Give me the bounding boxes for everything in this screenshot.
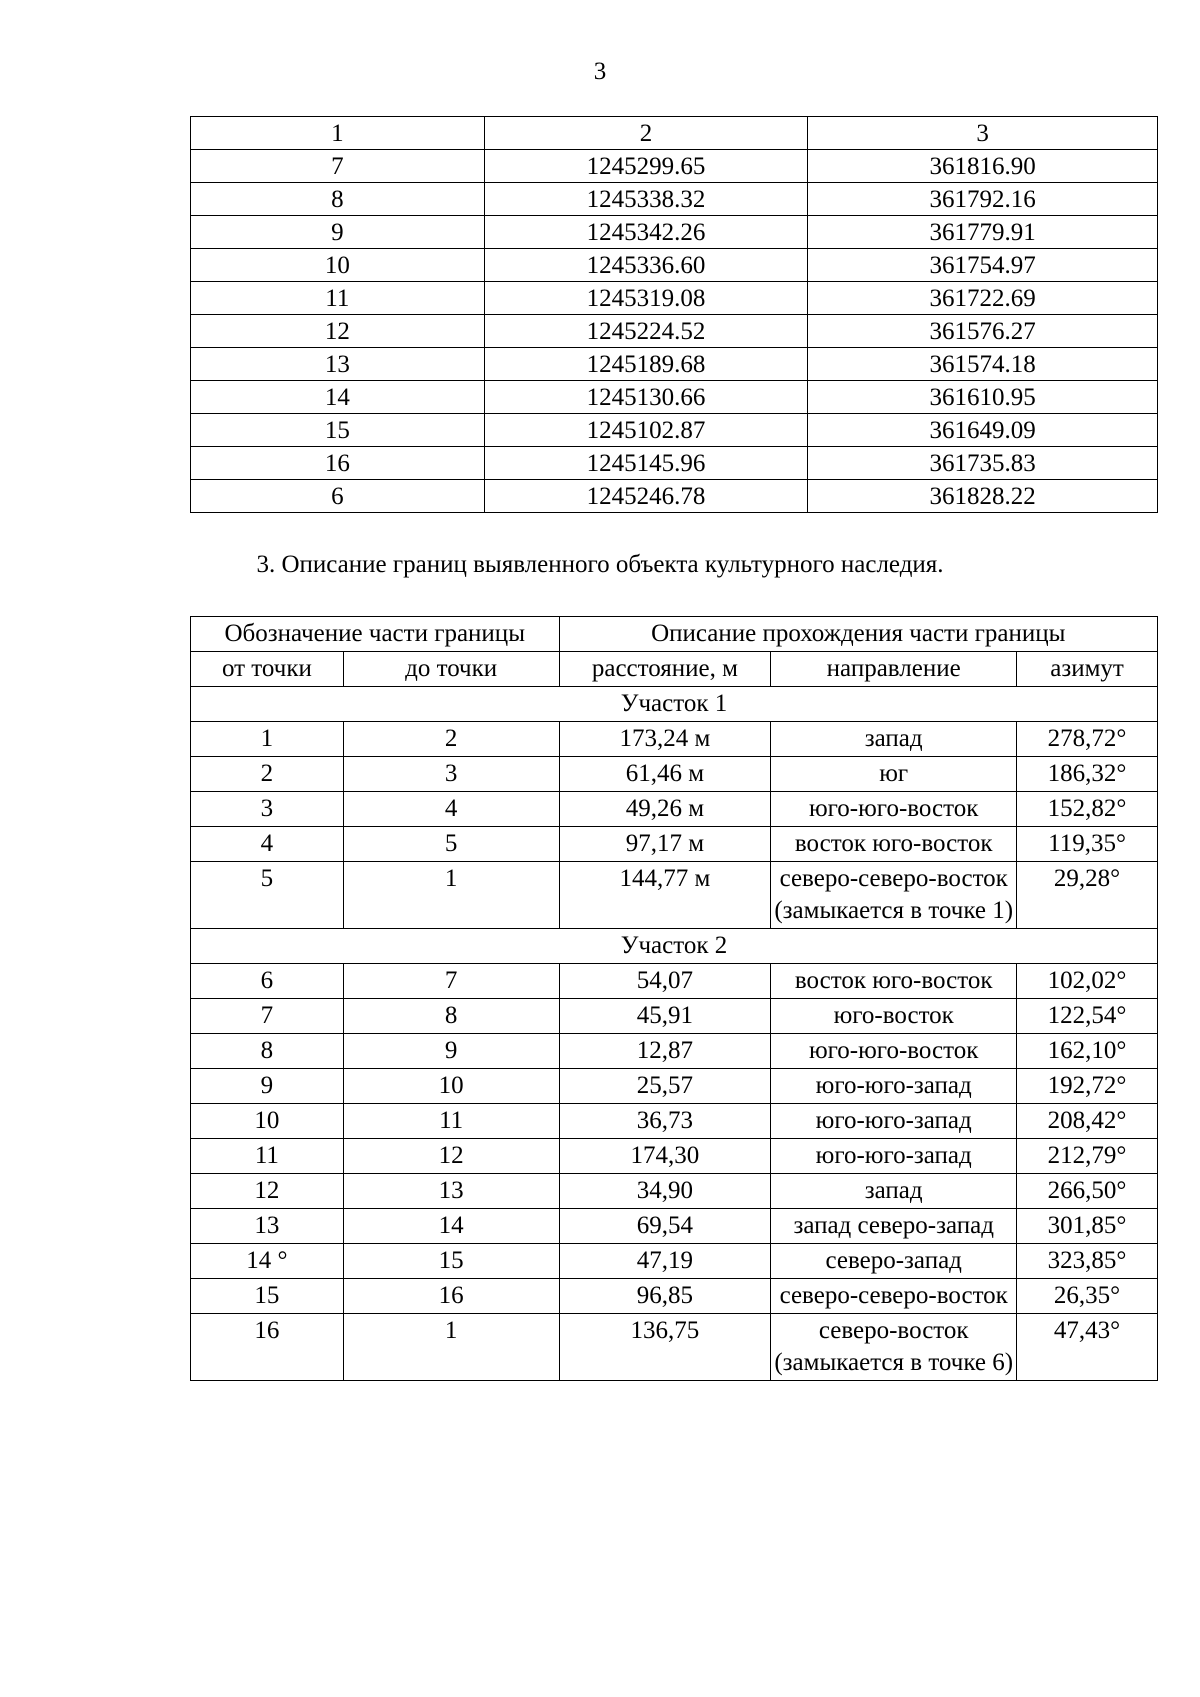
y-coordinate: 361792.16 [808, 183, 1158, 216]
point-number: 15 [191, 414, 485, 447]
section-title: 3. Описание границ выявленного объекта культурного наследия. [256, 551, 944, 578]
boundary-row [191, 1104, 1158, 1139]
y-coordinate: 361574.18 [808, 348, 1158, 381]
to-point: 13 [343, 1174, 559, 1209]
from-point: 7 [191, 999, 344, 1034]
direction: юго-восток [771, 999, 1017, 1034]
boundary-row [191, 1244, 1158, 1279]
coords-row [191, 150, 1158, 183]
distance: 45,91 [559, 999, 771, 1034]
azimuth: 186,32° [1017, 757, 1158, 792]
from-point: 5 [191, 862, 344, 929]
point-number: 13 [191, 348, 485, 381]
direction: запад северо-запад [771, 1209, 1017, 1244]
direction: юго-юго-восток [771, 1034, 1017, 1069]
coords-row [191, 447, 1158, 480]
x-coordinate: 1245319.08 [484, 282, 808, 315]
point-number: 14 [191, 381, 485, 414]
distance: 174,30 [559, 1139, 771, 1174]
azimuth: 212,79° [1017, 1139, 1158, 1174]
boundary-row [191, 757, 1158, 792]
direction: юго-юго-запад [771, 1139, 1017, 1174]
coords-row [191, 348, 1158, 381]
boundary-row [191, 1209, 1158, 1244]
azimuth: 152,82° [1017, 792, 1158, 827]
from-point: 4 [191, 827, 344, 862]
coords-header-row [191, 117, 1158, 150]
from-point: 15 [191, 1279, 344, 1314]
azimuth: 278,72° [1017, 722, 1158, 757]
to-point: 15 [343, 1244, 559, 1279]
direction: северо-восток (замыкается в точке 6) [771, 1314, 1017, 1381]
group-header-right: Описание прохождения части границы [559, 617, 1158, 652]
direction: юг [771, 757, 1017, 792]
sub-header-to: до точки [343, 652, 559, 687]
distance: 12,87 [559, 1034, 771, 1069]
x-coordinate: 1245102.87 [484, 414, 808, 447]
distance: 47,19 [559, 1244, 771, 1279]
coords-row [191, 282, 1158, 315]
azimuth: 301,85° [1017, 1209, 1158, 1244]
y-coordinate: 361649.09 [808, 414, 1158, 447]
to-point: 1 [343, 1314, 559, 1381]
to-point: 11 [343, 1104, 559, 1139]
distance: 61,46 м [559, 757, 771, 792]
distance: 136,75 [559, 1314, 771, 1381]
boundary-row [191, 1279, 1158, 1314]
direction: юго-юго-восток [771, 792, 1017, 827]
point-number: 7 [191, 150, 485, 183]
coords-row [191, 183, 1158, 216]
boundary-row [191, 1069, 1158, 1104]
azimuth: 122,54° [1017, 999, 1158, 1034]
to-point: 7 [343, 964, 559, 999]
x-coordinate: 1245246.78 [484, 480, 808, 513]
coords-row [191, 480, 1158, 513]
coords-header-cell: 3 [808, 117, 1158, 150]
to-point: 9 [343, 1034, 559, 1069]
boundary-row [191, 722, 1158, 757]
boundary-row [191, 1174, 1158, 1209]
direction: восток юго-восток [771, 827, 1017, 862]
from-point: 10 [191, 1104, 344, 1139]
azimuth: 102,02° [1017, 964, 1158, 999]
distance: 144,77 м [559, 862, 771, 929]
boundary-row [191, 827, 1158, 862]
from-point: 1 [191, 722, 344, 757]
boundary-row [191, 964, 1158, 999]
y-coordinate: 361754.97 [808, 249, 1158, 282]
y-coordinate: 361610.95 [808, 381, 1158, 414]
direction: северо-запад [771, 1244, 1017, 1279]
coords-header-cell: 1 [191, 117, 485, 150]
point-number: 8 [191, 183, 485, 216]
to-point: 14 [343, 1209, 559, 1244]
azimuth: 29,28° [1017, 862, 1158, 929]
distance: 97,17 м [559, 827, 771, 862]
to-point: 1 [343, 862, 559, 929]
distance: 49,26 м [559, 792, 771, 827]
azimuth: 26,35° [1017, 1279, 1158, 1314]
direction: юго-юго-запад [771, 1104, 1017, 1139]
from-point: 8 [191, 1034, 344, 1069]
direction: запад [771, 722, 1017, 757]
coords-row [191, 381, 1158, 414]
coords-row [191, 216, 1158, 249]
from-point: 9 [191, 1069, 344, 1104]
azimuth: 266,50° [1017, 1174, 1158, 1209]
boundary-row [191, 862, 1158, 929]
coordinates-table [190, 116, 1158, 513]
to-point: 2 [343, 722, 559, 757]
sub-header-direction: направление [771, 652, 1017, 687]
sub-header-azimuth: азимут [1017, 652, 1158, 687]
distance: 96,85 [559, 1279, 771, 1314]
direction: северо-северо-восток (замыкается в точке 1) [771, 862, 1017, 929]
y-coordinate: 361735.83 [808, 447, 1158, 480]
distance: 36,73 [559, 1104, 771, 1139]
from-point: 16 [191, 1314, 344, 1381]
to-point: 3 [343, 757, 559, 792]
x-coordinate: 1245336.60 [484, 249, 808, 282]
to-point: 16 [343, 1279, 559, 1314]
from-point: 2 [191, 757, 344, 792]
sub-header-row [191, 652, 1158, 687]
boundary-row [191, 1034, 1158, 1069]
direction: запад [771, 1174, 1017, 1209]
x-coordinate: 1245338.32 [484, 183, 808, 216]
x-coordinate: 1245342.26 [484, 216, 808, 249]
from-point: 12 [191, 1174, 344, 1209]
point-number: 9 [191, 216, 485, 249]
group-header-left: Обозначение части границы [191, 617, 560, 652]
point-number: 10 [191, 249, 485, 282]
coords-row [191, 414, 1158, 447]
distance: 69,54 [559, 1209, 771, 1244]
point-number: 12 [191, 315, 485, 348]
boundary-description-table [190, 616, 1158, 1381]
section-row [191, 929, 1158, 964]
section-row [191, 687, 1158, 722]
page-number: 3 [593, 58, 607, 85]
y-coordinate: 361828.22 [808, 480, 1158, 513]
point-number: 6 [191, 480, 485, 513]
boundary-row [191, 999, 1158, 1034]
from-point: 14 ° [191, 1244, 344, 1279]
sub-header-from: от точки [191, 652, 344, 687]
to-point: 8 [343, 999, 559, 1034]
azimuth: 47,43° [1017, 1314, 1158, 1381]
distance: 34,90 [559, 1174, 771, 1209]
coords-header-cell: 2 [484, 117, 808, 150]
direction: восток юго-восток [771, 964, 1017, 999]
azimuth: 208,42° [1017, 1104, 1158, 1139]
section-title-cell: Участок 1 [191, 687, 1158, 722]
group-header-row [191, 617, 1158, 652]
boundary-row [191, 1139, 1158, 1174]
distance: 173,24 м [559, 722, 771, 757]
boundary-row [191, 1314, 1158, 1381]
azimuth: 323,85° [1017, 1244, 1158, 1279]
sub-header-distance: расстояние, м [559, 652, 771, 687]
coords-row [191, 249, 1158, 282]
x-coordinate: 1245224.52 [484, 315, 808, 348]
direction: юго-юго-запад [771, 1069, 1017, 1104]
direction: северо-северо-восток [771, 1279, 1017, 1314]
from-point: 13 [191, 1209, 344, 1244]
y-coordinate: 361722.69 [808, 282, 1158, 315]
boundary-row [191, 792, 1158, 827]
y-coordinate: 361779.91 [808, 216, 1158, 249]
from-point: 11 [191, 1139, 344, 1174]
to-point: 12 [343, 1139, 559, 1174]
point-number: 11 [191, 282, 485, 315]
from-point: 6 [191, 964, 344, 999]
y-coordinate: 361576.27 [808, 315, 1158, 348]
x-coordinate: 1245189.68 [484, 348, 808, 381]
x-coordinate: 1245145.96 [484, 447, 808, 480]
y-coordinate: 361816.90 [808, 150, 1158, 183]
coords-row [191, 315, 1158, 348]
x-coordinate: 1245299.65 [484, 150, 808, 183]
to-point: 10 [343, 1069, 559, 1104]
azimuth: 119,35° [1017, 827, 1158, 862]
azimuth: 162,10° [1017, 1034, 1158, 1069]
azimuth: 192,72° [1017, 1069, 1158, 1104]
to-point: 5 [343, 827, 559, 862]
to-point: 4 [343, 792, 559, 827]
distance: 54,07 [559, 964, 771, 999]
x-coordinate: 1245130.66 [484, 381, 808, 414]
section-title-cell: Участок 2 [191, 929, 1158, 964]
from-point: 3 [191, 792, 344, 827]
point-number: 16 [191, 447, 485, 480]
distance: 25,57 [559, 1069, 771, 1104]
